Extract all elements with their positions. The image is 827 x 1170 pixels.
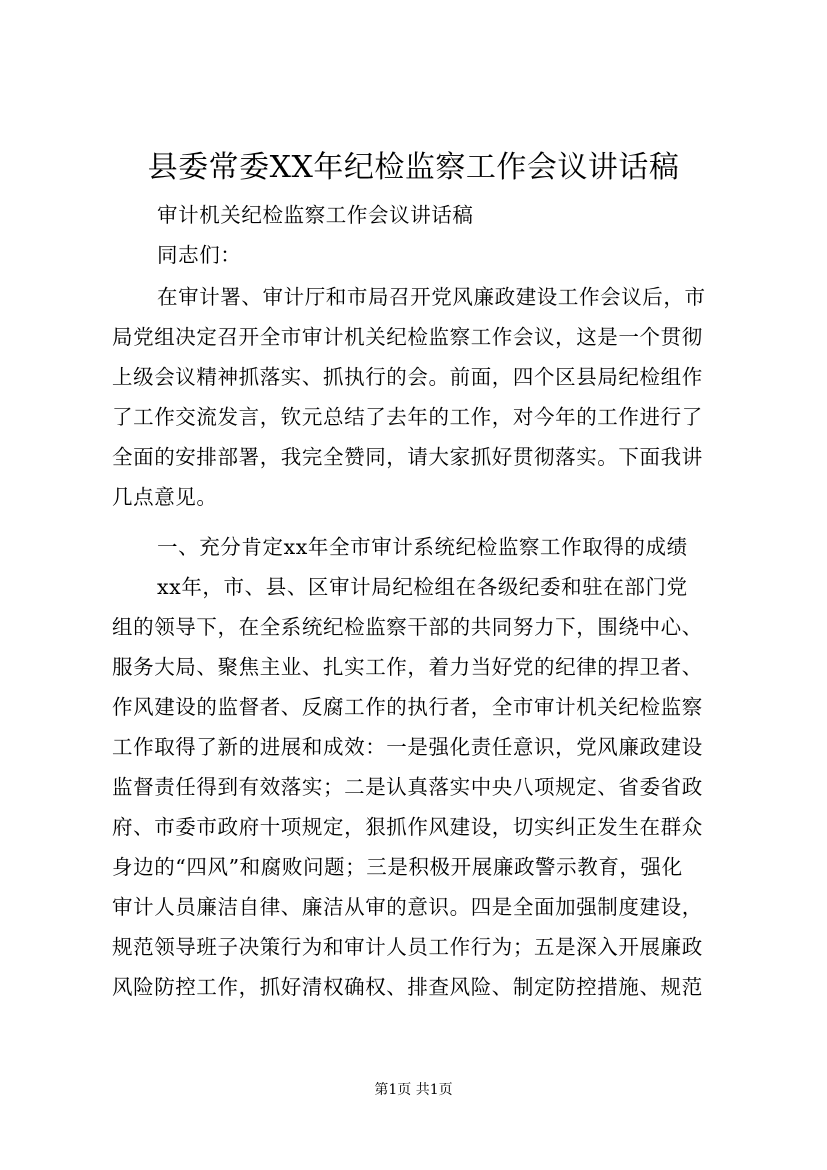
paragraph-line: 上级会议精神抓落实、抓执行的会。前面，四个区县局纪检组作 <box>112 365 703 389</box>
paragraph-line: 服务大局、聚焦主业、扎实工作，着力当好党的纪律的捍卫者、 <box>112 655 703 679</box>
paragraph-line: 全面的安排部署，我完全赞同，请大家抓好贯彻落实。下面我讲 <box>112 445 703 469</box>
page-footer: 第1页 共1页 <box>374 1082 453 1098</box>
paragraph-line: 身边的“四风”和腐败问题；三是积极开展廉政警示教育，强化 <box>112 855 683 879</box>
paragraph-line: 监督责任得到有效落实；二是认真落实中央八项规定、省委省政 <box>112 775 703 799</box>
document-subtitle: 审计机关纪检监察工作会议讲话稿 <box>157 203 474 227</box>
paragraph-line: 了工作交流发言，钦元总结了去年的工作，对今年的工作进行了 <box>112 405 703 429</box>
paragraph-line: 审计人员廉洁自律、廉洁从审的意识。四是全面加强制度建设， <box>112 895 703 919</box>
paragraph-line: 作风建设的监督者、反腐工作的执行者，全市审计机关纪检监察 <box>112 695 703 719</box>
paragraph-line: 局党组决定召开全市审计机关纪检监察工作会议，这是一个贯彻 <box>112 325 703 349</box>
document-title: 县委常委XX年纪检监察工作会议讲话稿 <box>147 150 680 185</box>
salutation: 同志们： <box>157 243 242 267</box>
paragraph-line: 工作取得了新的进展和成效：一是强化责任意识，党风廉政建设 <box>112 735 703 759</box>
section-heading: 一、充分肯定xx年全市审计系统纪检监察工作取得的成绩 <box>157 535 688 559</box>
paragraph-line: 规范领导班子决策行为和审计人员工作行为；五是深入开展廉政 <box>112 935 703 959</box>
paragraph-line: 风险防控工作，抓好清权确权、排查风险、制定防控措施、规范 <box>112 975 703 999</box>
paragraph-line: 在审计署、审计厅和市局召开党风廉政建设工作会议后，市 <box>157 285 706 309</box>
paragraph-line: 几点意见。 <box>112 485 218 509</box>
paragraph-line: 组的领导下，在全系统纪检监察干部的共同努力下，围绕中心、 <box>112 615 703 639</box>
paragraph-line: xx年，市、县、区审计局纪检组在各级纪委和驻在部门党 <box>157 575 688 599</box>
paragraph-line: 府、市委市政府十项规定，狠抓作风建设，切实纠正发生在群众 <box>112 815 703 839</box>
